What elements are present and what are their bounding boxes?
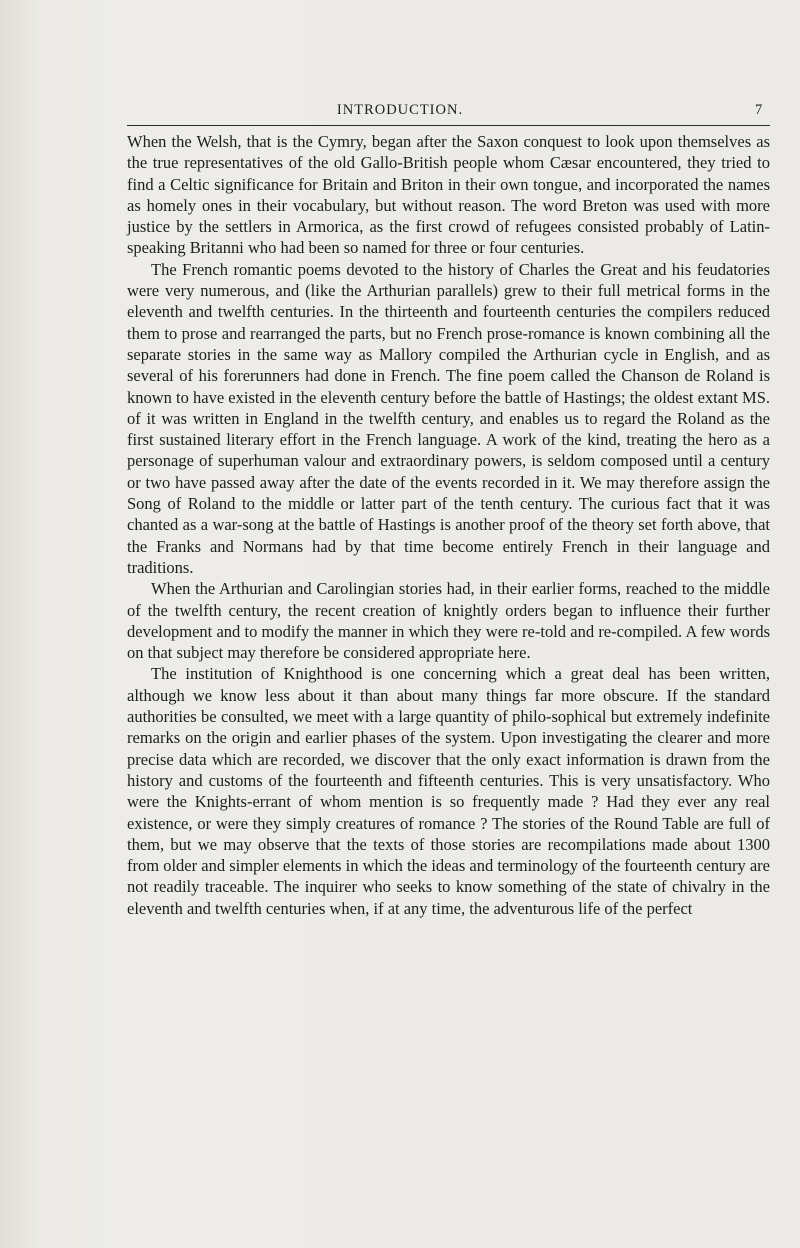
- paragraph: When the Welsh, that is the Cymry, began after the Saxon conquest to look upon themselves as the true representatives of the old Gallo-British people whom Cæsar encountered, they tried to find a Celtic significance for Britain and Briton in their own tongue, and incorporated the names as homely ones in their vocabulary, but without reason. The word Breton was used with more justice by the settlers in Armorica, as the first crowd of refugees consisted probably of Latin-speaking Britanni who had been so named for three or four centuries.: [127, 132, 770, 258]
- body-text: [127, 131, 770, 919]
- paragraph: The institution of Knighthood is one concerning which a great deal has been written, although we know less about it than about many things far more obscure. If the standard authorities be consulted, we meet with a large quantity of philo-sophical but extremely indefinite remarks on the origin and earlier phases of the system. Upon investigating the clearer and more precise data which are recorded, we discover that the only exact information is drawn from the history and customs of the fourteenth and fifteenth centuries. This is very unsatisfactory. Who were the Knights-errant of whom mention is so frequently made ? Had they ever any real existence, or were they simply creatures of romance ? The stories of the Round Table are full of them, but we may observe that the texts of those stories are recompilations made about 1300 from older and simpler elements in which the ideas and terminology of the fourteenth century are not readily traceable. The inquirer who seeks to know something of the state of chivalry in the eleventh and twelfth centuries when, if at any time, the adventurous life of the perfect: [127, 664, 770, 918]
- paragraph: The French romantic poems devoted to the history of Charles the Great and his feudatories were very numerous, and (like the Arthurian parallels) grew to their full metrical forms in the eleventh and twelfth centuries. In the thirteenth and fourteenth centuries the compilers reduced them to prose and rearranged the parts, but no French prose-romance is known combining all the separate stories in the same way as Mallory compiled the Arthurian cycle in English, and as several of his forerunners had done in French. The fine poem called the Chanson de Roland is known to have existed in the eleventh century before the battle of Hastings; the oldest extant MS. of it was written in England in the twelfth century, and enables us to regard the Roland as the first sustained literary effort in the French language. A work of the kind, treating the hero as a personage of superhuman valour and extraordinary powers, is seldom composed until a century or two have passed away after the date of the events recorded in it. We may therefore assign the Song of Roland to the middle or latter part of the tenth century. The curious fact that it was chanted as a war-song at the battle of Hastings is another proof of the theory set forth above, that the Franks and Normans had by that time become entirely French in their language and traditions.: [127, 259, 770, 577]
- header-rule: [127, 125, 770, 126]
- paragraph: When the Arthurian and Carolingian stories had, in their earlier forms, reached to the middle of the twelfth century, the recent creation of knightly orders began to influence their further development and to modify the manner in which they were re-told and re-compiled. A few words on that subject may therefore be considered appropriate here.: [127, 579, 770, 663]
- page-number: 7: [755, 102, 763, 118]
- page-header: [0, 102, 800, 124]
- running-title: INTRODUCTION.: [336, 102, 464, 118]
